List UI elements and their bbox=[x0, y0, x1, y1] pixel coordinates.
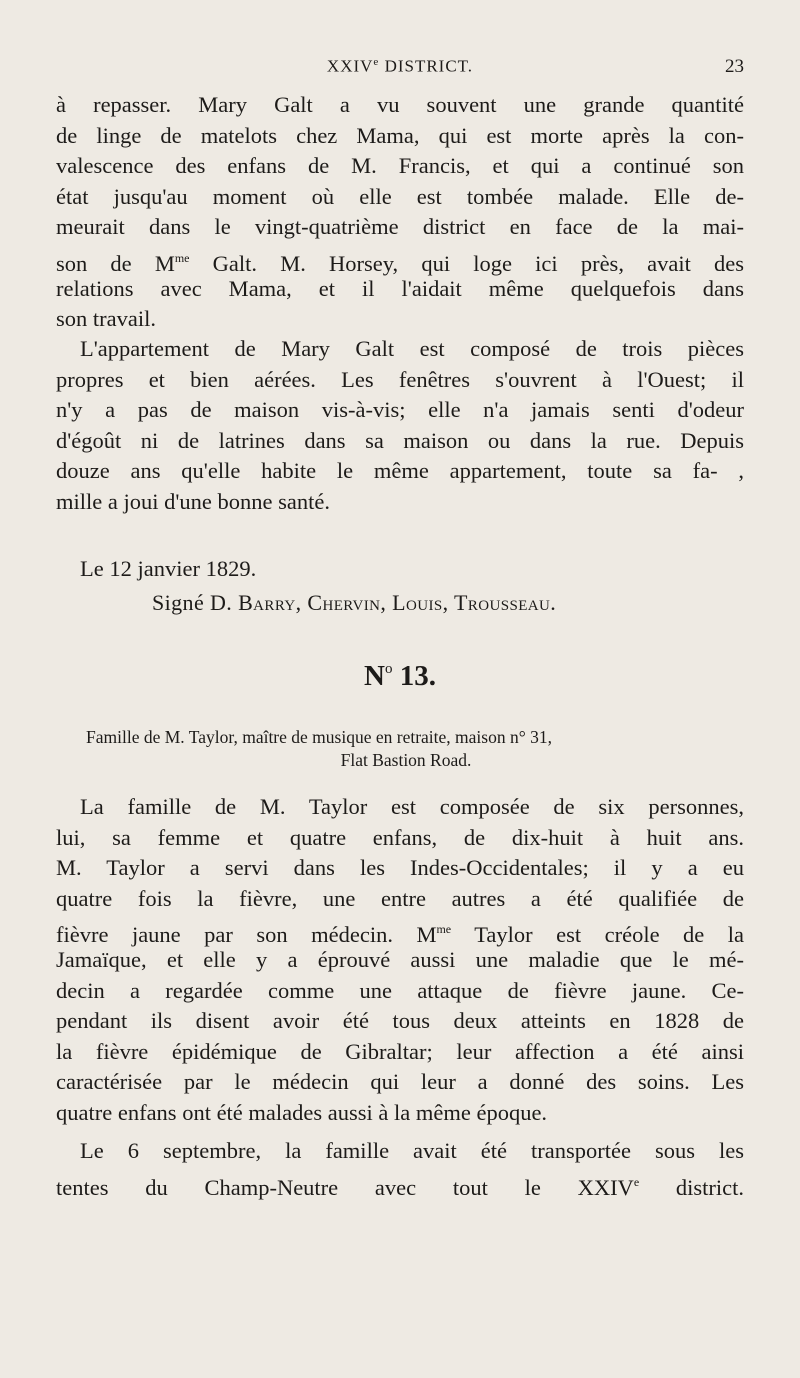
paragraph-1 bbox=[56, 90, 744, 335]
text-line: meurait dans le vingt-quatrième district en face de la mai- bbox=[56, 214, 744, 240]
text-line: état jusqu'au moment où elle est tombée malade. Elle de- bbox=[56, 183, 744, 209]
text-line: la fièvre épidémique de Gibraltar; leur affection a été ainsi bbox=[56, 1038, 744, 1064]
text-line: M. Taylor a servi dans les Indes-Occidentales; il y a eu bbox=[56, 855, 744, 881]
text-line: valescence des enfans de M. Francis, et qui a continué son bbox=[56, 153, 744, 179]
text-line: pendant ils disent avoir été tous deux atteints en 1828 de bbox=[56, 1008, 744, 1034]
text-line: La famille de M. Taylor est composée de six personnes, bbox=[80, 794, 744, 819]
text-line: Jamaïque, et elle y a éprouvé aussi une maladie que le mé- bbox=[56, 946, 744, 972]
text-line: son travail. bbox=[56, 306, 156, 332]
text-line: douze ans qu'elle habite le même appartement, toute sa fa- , bbox=[56, 458, 744, 484]
text-line: relations avec Mama, et il l'aidait même quelquefois dans bbox=[56, 275, 744, 301]
section-number: $N^o$ 13. bbox=[364, 660, 436, 692]
text-line: propres et bien aérées. Les fenêtres s'ouvrent à l'Ouest; il bbox=[56, 366, 744, 392]
text-line: caractérisée par le médecin qui leur a donné des soins. Les bbox=[56, 1069, 744, 1095]
page-number: 23 bbox=[725, 56, 744, 77]
text-line: n'y a pas de maison vis-à-vis; elle n'a jamais senti d'odeur bbox=[56, 397, 744, 423]
text-line: son de $M^{me}$ Galt. M. Horsey, qui loge ici près, avait des bbox=[56, 250, 744, 276]
paragraph-3 bbox=[56, 792, 744, 1129]
running-title: XXIVe DISTRICT. bbox=[326, 56, 474, 76]
text-line: mille a joui d'une bonne santé. bbox=[56, 488, 330, 514]
text-line: L'appartement de Mary Galt est composé de trois pièces bbox=[80, 336, 744, 361]
text-line: quatre enfans ont été malades aussi à la même époque. bbox=[56, 1099, 548, 1125]
date-line: Le 12 janvier 1829. bbox=[80, 556, 257, 581]
paragraph-2 bbox=[56, 334, 744, 518]
text-line: de linge de matelots chez Mama, qui est morte après la con- bbox=[56, 122, 744, 148]
signature-line: Signé D. Barry, Chervin, Louis, Trousseau. bbox=[152, 590, 557, 615]
paragraph-4 bbox=[56, 1136, 744, 1200]
text-line: fièvre jaune par son médecin. $M^{me}$ Taylor est créole de la bbox=[56, 922, 745, 948]
section-caption: Famille de M. Taylor, maître de musique en retraite, maison n° 31, Flat Bastion Road. bbox=[86, 727, 552, 770]
text-line: Le 6 septembre, la famille avait été transportée sous les bbox=[80, 1138, 744, 1163]
running-head bbox=[56, 56, 744, 84]
text-line: tentes du Champ-Neutre avec tout le XXIVe district. bbox=[56, 1174, 744, 1200]
text-line: lui, sa femme et quatre enfans, de dix-huit à huit ans. bbox=[56, 824, 744, 850]
text-line: à repasser. Mary Galt a vu souvent une grande quantité bbox=[56, 92, 744, 117]
text-line: d'égoût ni de latrines dans sa maison ou dans la rue. Depuis bbox=[56, 427, 744, 453]
text-line: decin a regardée comme une attaque de fièvre jaune. Ce- bbox=[56, 977, 744, 1003]
text-line: quatre fois la fièvre, une entre autres a été qualifiée de bbox=[56, 885, 744, 911]
